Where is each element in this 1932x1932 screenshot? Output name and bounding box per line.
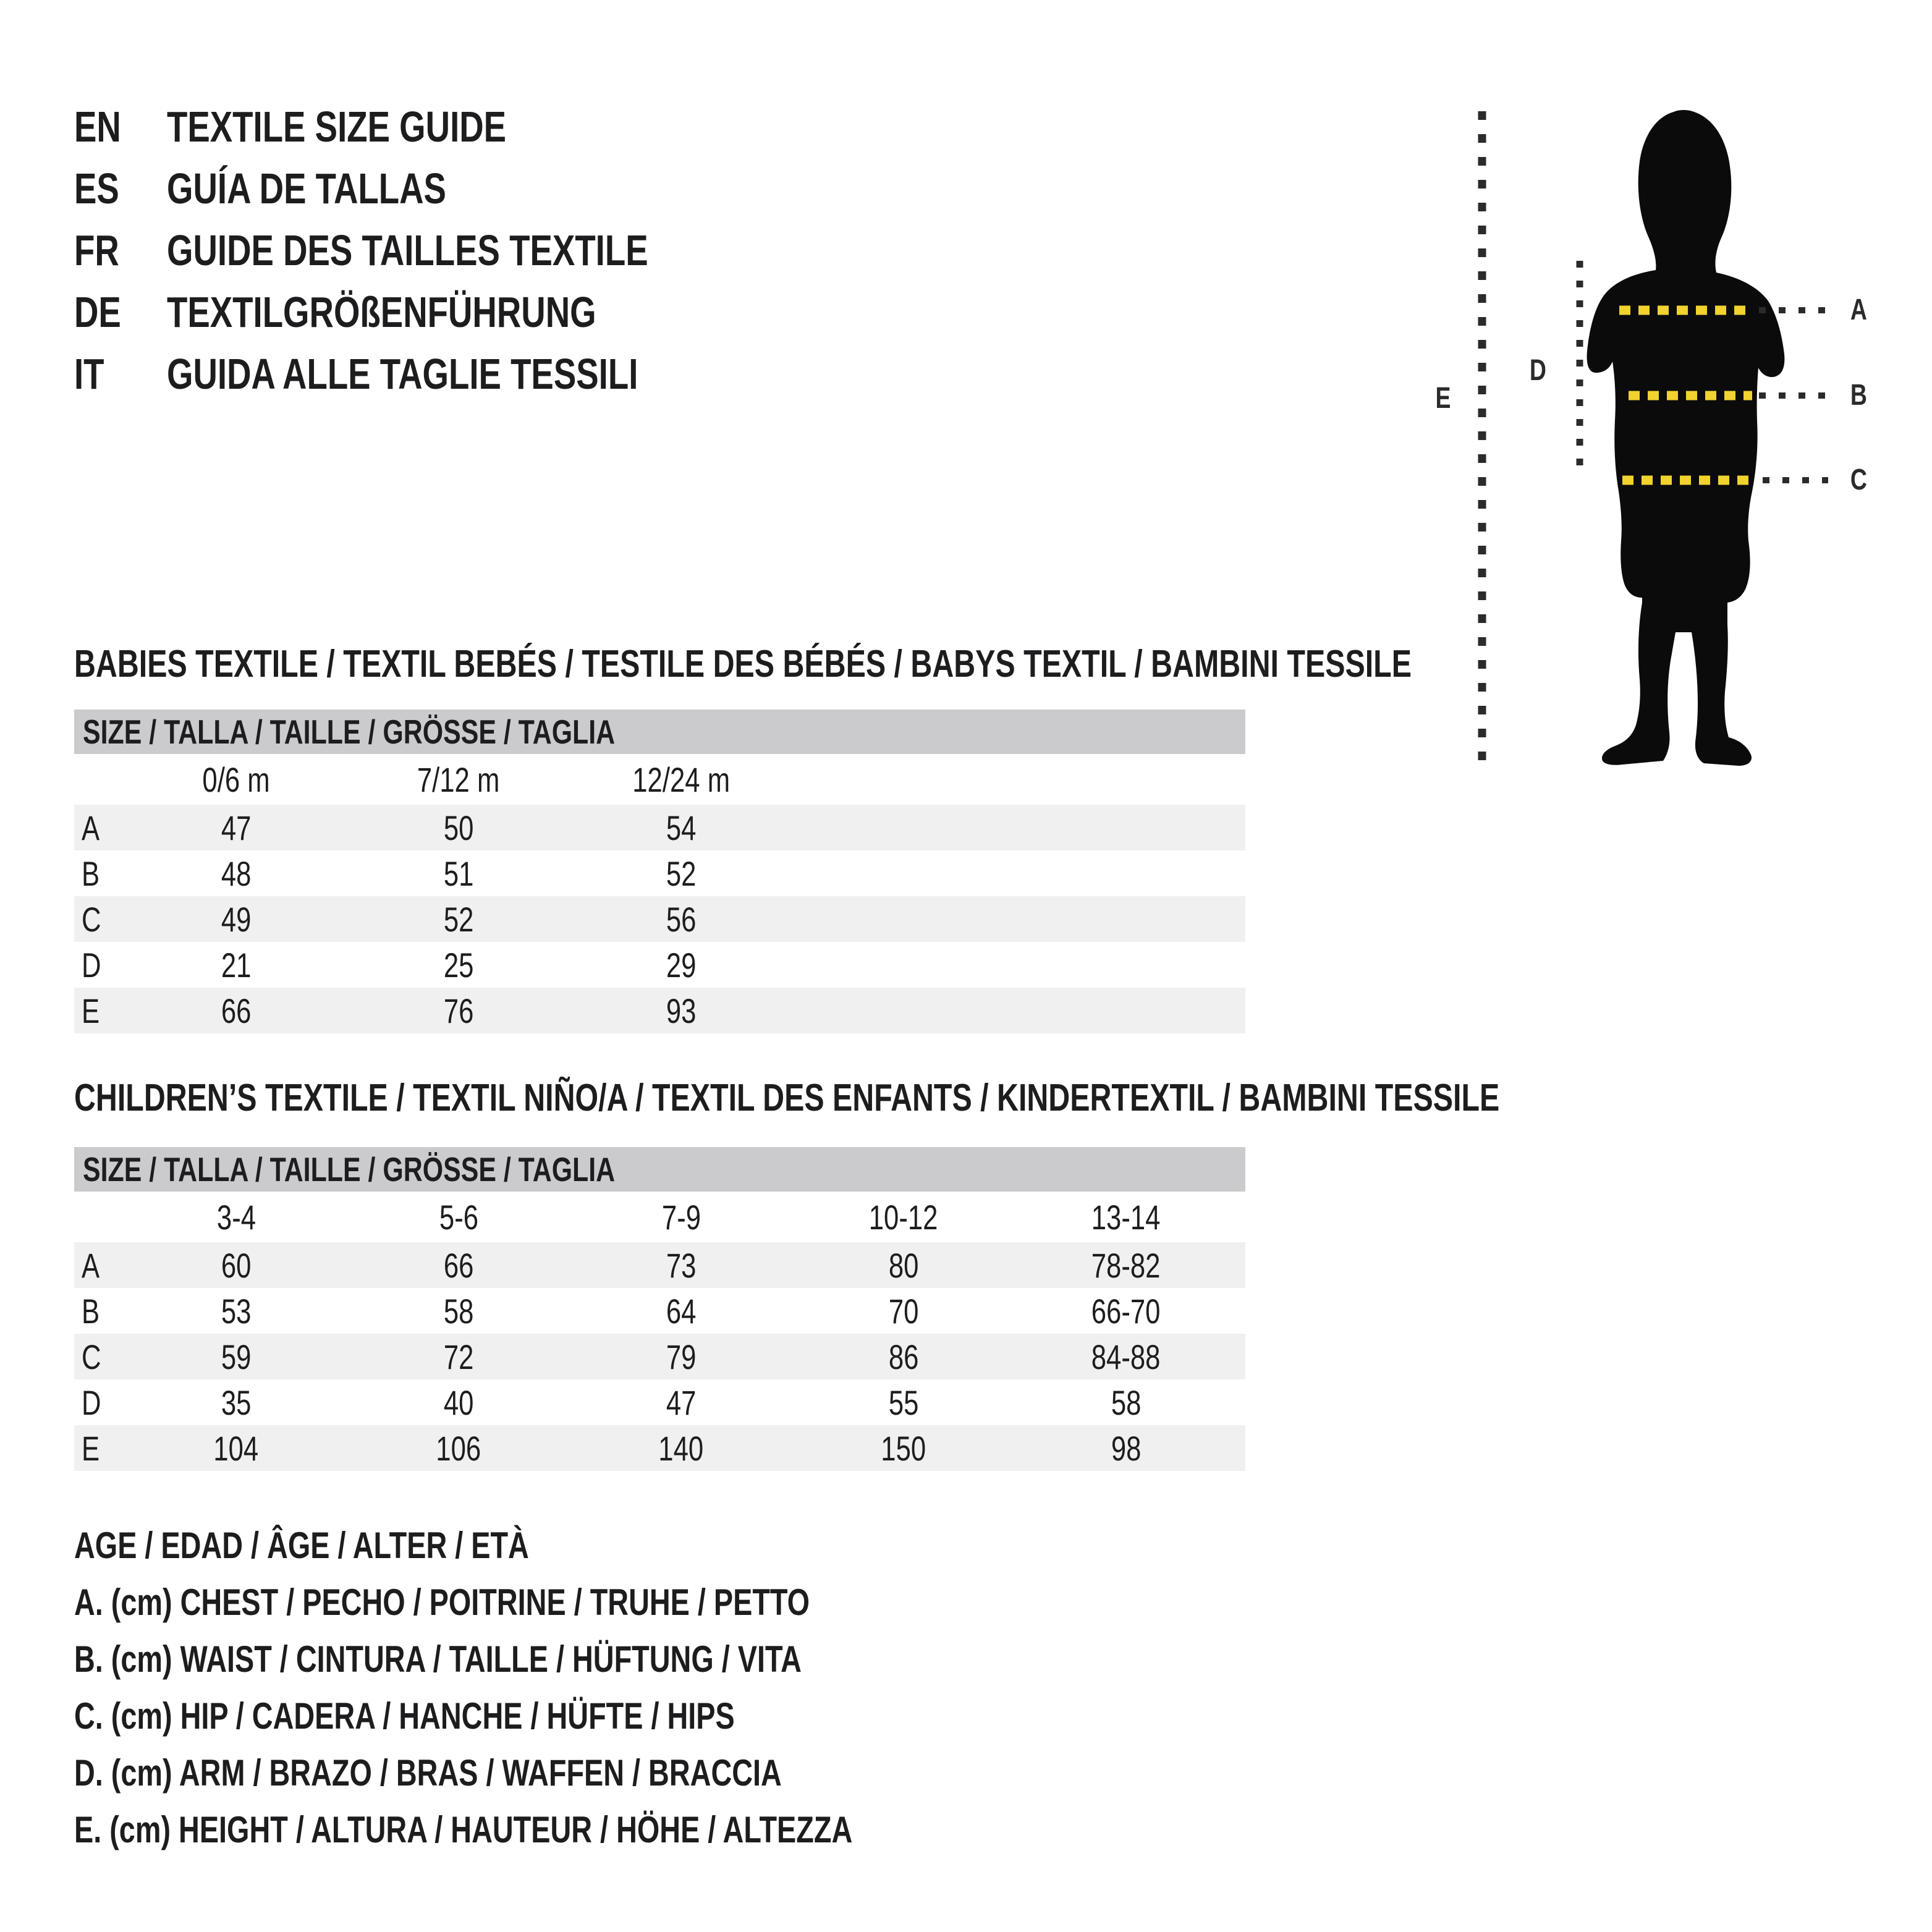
language-title: TEXTILE SIZE GUIDE: [167, 103, 507, 151]
size-header-band: [74, 1147, 1245, 1192]
table-cell: 48: [221, 854, 252, 893]
table-cell: 70: [888, 1291, 919, 1331]
table-cell: 140: [658, 1428, 704, 1468]
babies-size-table: [74, 710, 1245, 1033]
language-code: DE: [74, 288, 121, 336]
table-cell: 60: [221, 1245, 252, 1285]
table-cell: 80: [888, 1245, 919, 1285]
column-header: 5-6: [439, 1197, 478, 1237]
table-cell: 73: [666, 1245, 697, 1285]
table-cell: 50: [443, 808, 474, 847]
row-label: B: [82, 854, 100, 893]
children-section-heading: CHILDREN’S TEXTILE / TEXTIL NIÑO/A / TEXTIL DES ENFANTS / KINDERTEXTIL / BAMBINI TESSILE: [74, 1077, 1500, 1119]
table-cell: 59: [221, 1337, 252, 1376]
table-cell: 52: [666, 854, 697, 893]
table-row: [74, 988, 1245, 1033]
column-header: 3-4: [216, 1197, 256, 1237]
table-row: [74, 1334, 1245, 1379]
column-header: 13-14: [1091, 1197, 1161, 1237]
table-cell: 56: [666, 899, 697, 939]
column-header: 7/12 m: [417, 760, 500, 799]
table-row: [74, 850, 1245, 896]
babies-column-header-row: [74, 754, 1245, 805]
row-label: A: [82, 808, 100, 847]
table-cell: 40: [443, 1383, 474, 1422]
children-size-table: [74, 1147, 1245, 1471]
table-row: [74, 1425, 1245, 1471]
table-cell: 25: [443, 945, 474, 985]
table-cell: 104: [213, 1428, 259, 1468]
table-cell: 53: [221, 1291, 252, 1331]
row-label: A: [82, 1245, 100, 1285]
legend-line-height: E. (cm) HEIGHT / ALTURA / HAUTEUR / HÖHE / ALTEZZA: [74, 1808, 853, 1850]
table-cell: 76: [443, 991, 474, 1030]
table-row: [74, 1288, 1245, 1334]
babies-section-heading: BABIES TEXTILE / TEXTIL BEBÉS / TESTILE DES BÉBÉS / BABYS TEXTIL / BAMBINI TESSILE: [74, 643, 1412, 685]
language-row-de: [74, 281, 784, 343]
table-cell: 66: [221, 991, 252, 1030]
language-code: ES: [74, 164, 119, 213]
table-row: [74, 896, 1245, 942]
arm-measure-label: D: [1529, 354, 1546, 387]
row-label: D: [82, 945, 101, 985]
table-cell: 93: [666, 991, 697, 1030]
table-row: [74, 1379, 1245, 1425]
table-cell: 72: [443, 1337, 474, 1376]
table-cell: 86: [888, 1337, 919, 1376]
row-label: D: [82, 1383, 101, 1422]
table-cell: 47: [666, 1383, 697, 1422]
table-cell: 21: [221, 945, 252, 985]
language-code: IT: [74, 350, 104, 398]
table-cell: 54: [666, 808, 697, 847]
table-cell: 58: [443, 1291, 474, 1331]
table-cell: 49: [221, 899, 252, 939]
row-label: B: [82, 1291, 100, 1331]
height-measure-label: E: [1435, 382, 1451, 415]
table-cell: 150: [881, 1428, 926, 1468]
language-row-es: [74, 158, 784, 219]
size-header-label: SIZE / TALLA / TAILLE / GRÖSSE / TAGLIA: [83, 1150, 616, 1188]
row-label: E: [82, 1428, 100, 1468]
column-header: 0/6 m: [202, 760, 270, 799]
table-cell: 52: [443, 899, 474, 939]
hip-measure-label: C: [1850, 464, 1867, 496]
table-cell: 35: [221, 1383, 252, 1422]
column-header: 10-12: [869, 1197, 938, 1237]
language-row-en: [74, 96, 784, 158]
table-row: [74, 942, 1245, 988]
language-row-fr: [74, 219, 784, 281]
table-cell: 98: [1111, 1428, 1142, 1468]
column-header: 12/24 m: [632, 760, 730, 799]
language-title-list: [74, 96, 784, 405]
table-cell: 64: [666, 1291, 697, 1331]
language-title: GUIDE DES TAILLES TEXTILE: [167, 226, 648, 274]
table-cell: 66: [443, 1245, 474, 1285]
row-label: E: [82, 991, 100, 1030]
children-column-header-row: [74, 1192, 1245, 1242]
legend-line-chest: A. (cm) CHEST / PECHO / POITRINE / TRUHE / PETTO: [74, 1581, 810, 1623]
table-cell: 66-70: [1091, 1291, 1161, 1331]
column-header: 7-9: [661, 1197, 701, 1237]
measurement-legend: [74, 1517, 1072, 1858]
table-cell: 79: [666, 1337, 697, 1376]
legend-line-arm: D. (cm) ARM / BRAZO / BRAS / WAFFEN / BRACCIA: [74, 1752, 782, 1794]
table-cell: 29: [666, 945, 697, 985]
waist-measure-label: B: [1850, 379, 1867, 412]
legend-line-age: AGE / EDAD / ÂGE / ALTER / ETÀ: [74, 1524, 529, 1566]
row-label: C: [82, 899, 101, 939]
table-cell: 51: [443, 854, 474, 893]
size-header-band: [74, 710, 1245, 754]
table-cell: 58: [1111, 1383, 1142, 1422]
table-cell: 106: [436, 1428, 481, 1468]
language-title: GUÍA DE TALLAS: [167, 164, 446, 213]
legend-line-waist: B. (cm) WAIST / CINTURA / TAILLE / HÜFTUNG / VITA: [74, 1638, 802, 1680]
row-label: C: [82, 1337, 101, 1376]
size-header-label: SIZE / TALLA / TAILLE / GRÖSSE / TAGLIA: [83, 713, 616, 751]
language-title: GUIDA ALLE TAGLIE TESSILI: [167, 350, 638, 398]
language-code: EN: [74, 103, 121, 151]
table-cell: 47: [221, 808, 252, 847]
legend-line-hip: C. (cm) HIP / CADERA / HANCHE / HÜFTE / HIPS: [74, 1695, 735, 1737]
table-row: [74, 805, 1245, 850]
language-row-it: [74, 343, 784, 405]
chest-measure-label: A: [1850, 294, 1867, 326]
table-cell: 78-82: [1091, 1245, 1161, 1285]
table-cell: 55: [888, 1383, 919, 1422]
table-cell: 84-88: [1091, 1337, 1161, 1376]
language-code: FR: [74, 226, 119, 274]
table-row: [74, 1242, 1245, 1288]
language-title: TEXTILGRÖßENFÜHRUNG: [167, 288, 596, 336]
